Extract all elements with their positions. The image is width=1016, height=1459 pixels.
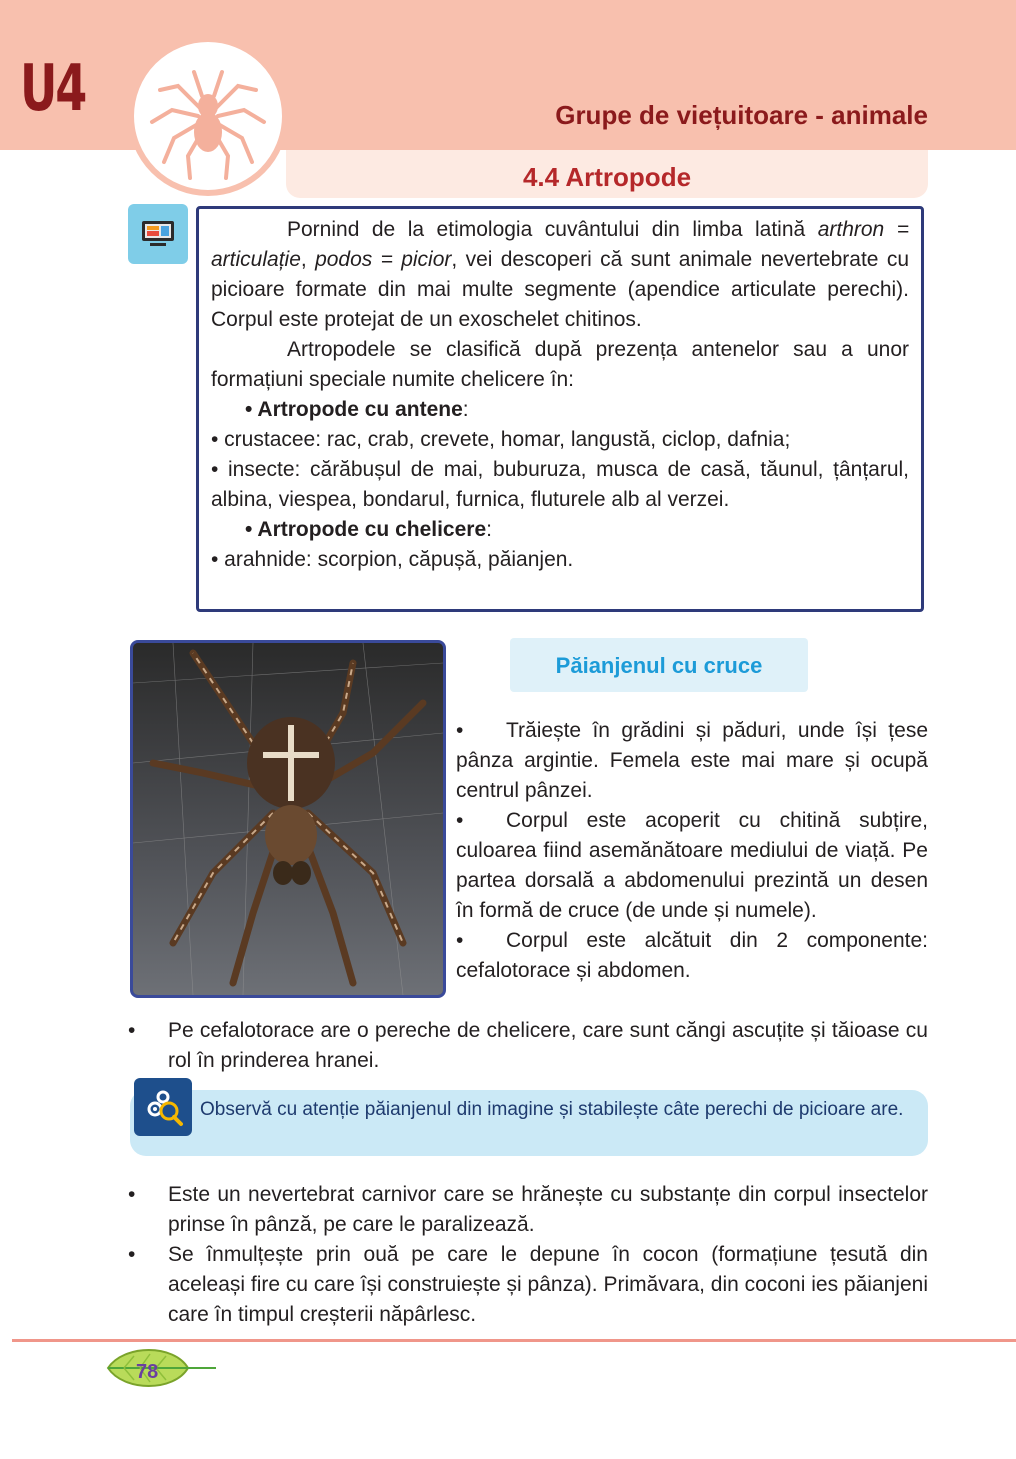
chelicerae-list bbox=[128, 1016, 928, 1076]
group-antennae-label: • Artropode cu antene bbox=[245, 398, 463, 421]
species-description bbox=[456, 716, 928, 986]
intro-box bbox=[196, 206, 924, 612]
feeding-reproduction-list bbox=[128, 1180, 928, 1330]
etymology-arthron: arthron = articulație bbox=[211, 218, 909, 271]
list-item bbox=[128, 1180, 928, 1240]
chapter-title: Grupe de viețuitoare - animale bbox=[555, 100, 928, 130]
list-item-text: Se înmulțește prin ouă pe care le depune în cocon (formațiune țesută din aceleași fire cu care își construiește și pânza). Primăvara, din coconi ies păianjeni care în timpul creșterii năpârlesc. bbox=[168, 1243, 928, 1326]
etymology-podos: podos = picior bbox=[315, 248, 452, 271]
bullet-dot: • bbox=[128, 1243, 136, 1266]
arachnids-item: • arahnide: scorpion, căpușă, păianjen. bbox=[211, 548, 574, 571]
species-label: Păianjenul cu cruce bbox=[555, 653, 763, 678]
species-label-banner bbox=[510, 638, 808, 692]
list-item-text: Este un nevertebrat carnivor care se hrănește cu substanțe din corpul insectelor prinse în pânză, pe care le paralizează. bbox=[168, 1183, 928, 1236]
task-icon-badge bbox=[134, 1078, 192, 1136]
bullet-dot: • bbox=[456, 929, 464, 952]
species-bullet-2 bbox=[456, 806, 928, 926]
section-title: 4.4 Artropode bbox=[522, 162, 692, 192]
leaf-icon bbox=[104, 1342, 220, 1394]
bullet-dot: • bbox=[456, 809, 464, 832]
intro-paragraph-1 bbox=[211, 215, 909, 335]
spider-photo-illustration bbox=[133, 643, 443, 995]
computer-icon-badge bbox=[128, 204, 188, 264]
list-item-text: Pe cefalotorace are o pereche de chelicere, care sunt căngi ascuțite și tăioase cu rol în prinderea hranei. bbox=[168, 1019, 928, 1072]
group-chelicerae-heading bbox=[211, 515, 909, 545]
list-item bbox=[128, 1240, 928, 1330]
intro-paragraph-2: Artropodele se clasifică după prezența antenelor sau a unor formațiuni speciale numite chelicere în: bbox=[211, 338, 909, 391]
intro-p1-start: Pornind de la etimologia cuvântului din limba latină bbox=[287, 218, 806, 241]
bullet-dot: • bbox=[128, 1183, 136, 1206]
computer-icon bbox=[140, 219, 176, 249]
species-bullet-3 bbox=[456, 926, 928, 986]
bullet-dot: • bbox=[128, 1019, 136, 1042]
group-antennae-heading bbox=[211, 395, 909, 425]
list-item bbox=[128, 1016, 928, 1076]
crustaceans-item: • crustacee: rac, crab, crevete, homar, langustă, ciclop, dafnia; bbox=[211, 428, 791, 451]
spider-emblem-icon bbox=[138, 46, 278, 186]
insects-item: • insecte: cărăbușul de mai, buburuza, musca de casă, tăunul, țânțarul, albina, viespea, bondarul, furnica, fluturele alb al verzei. bbox=[211, 458, 909, 511]
group-antennae-colon: : bbox=[462, 398, 469, 421]
intro-p1-rest: , vei descoperi că sunt animale nevertebrate cu picioare formate din mai multe segmente (apendice articulate perechi). Corpul este protejat de un exoschelet chitinos. bbox=[211, 248, 909, 331]
task-text: Observă cu atenție păianjenul din imagine și stabilește câte perechi de picioare are. bbox=[200, 1099, 904, 1120]
group-chelicerae-colon: : bbox=[486, 518, 492, 541]
species-bullet-1-text: Trăiește în grădini și păduri, unde își țese pânza argintie. Femela este mai mare și ocupă centrul pânzei. bbox=[456, 719, 928, 802]
spider-emblem bbox=[128, 36, 288, 196]
species-bullet-1 bbox=[456, 716, 928, 806]
magnifier-gears-icon bbox=[143, 1087, 183, 1127]
bullet-dot: • bbox=[456, 719, 464, 742]
group-chelicerae-label: • Artropode cu chelicere bbox=[245, 518, 487, 541]
unit-label: U4 bbox=[20, 52, 86, 126]
etymology-comma: , bbox=[300, 248, 316, 271]
page-number: 78 bbox=[136, 1361, 159, 1383]
section-bar bbox=[286, 150, 928, 198]
species-bullet-2-text: Corpul este acoperit cu chitină subțire, culoarea fiind asemănătoare mediului de viață. Pe partea dorsală a abdomenului prezintă un desen în formă de cruce (de unde și numele). bbox=[456, 809, 928, 922]
spider-photo bbox=[130, 640, 446, 998]
species-bullet-3-text: Corpul este alcătuit din 2 componente: cefalotorace și abdomen. bbox=[456, 929, 928, 982]
